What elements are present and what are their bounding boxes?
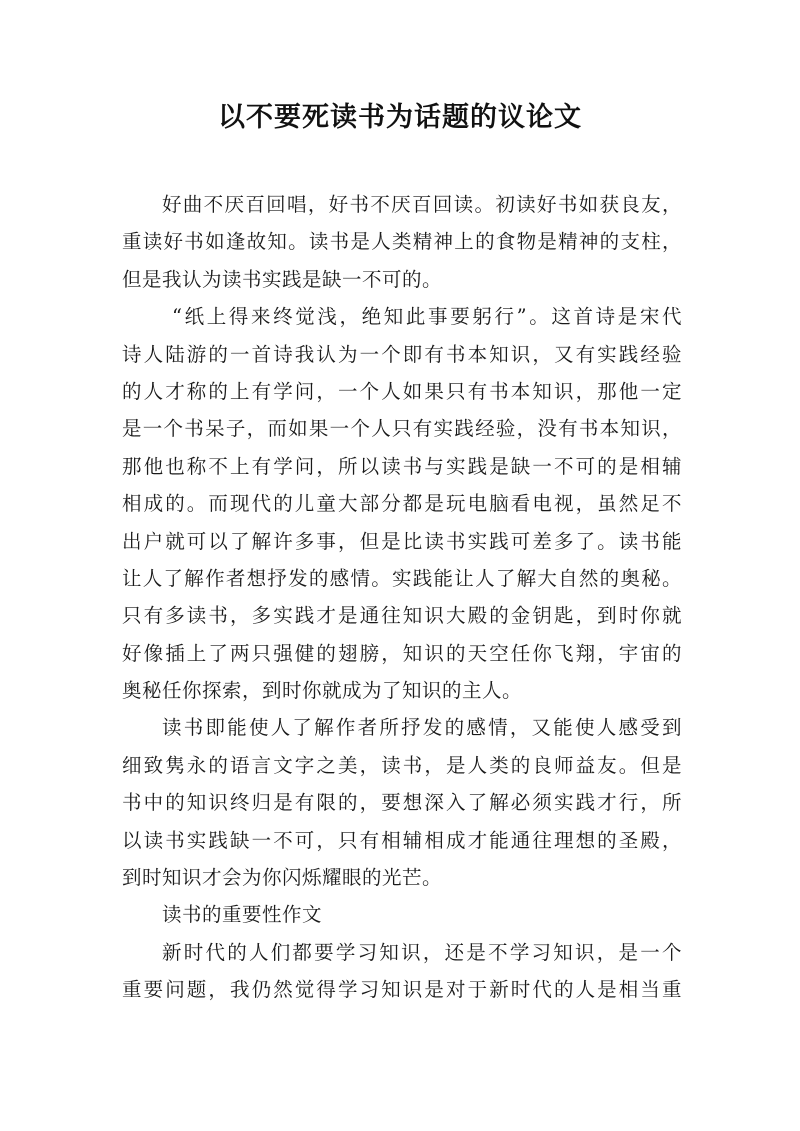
text-line: 让人了解作者想抒发的感情。实践能让人了解大自然的奥秘。 — [122, 566, 682, 590]
text-line: 的人才称的上有学问，一个人如果只有书本知识，那他一定 — [122, 379, 682, 403]
text-line: 奥秘任你探索，到时你就成为了知识的主人。 — [122, 679, 523, 703]
text-line: 好曲不厌百回唱，好书不厌百回读。初读好书如获良友， — [162, 193, 682, 216]
text-line: 那他也称不上有学问，所以读书与实践是缺一不可的是相辅 — [122, 454, 682, 478]
text-line: 读书即能使人了解作者所抒发的感情，又能使人感受到 — [162, 716, 682, 740]
text-line: 到时知识才会为你闪烁耀眼的光芒。 — [122, 866, 443, 890]
text-line: 以读书实践缺一不可，只有相辅相成才能通往理想的圣殿， — [122, 828, 682, 852]
text-line: 细致隽永的语言文字之美，读书，是人类的良师益友。但是 — [122, 753, 682, 777]
text-line: 重读好书如逢故知。读书是人类精神上的食物是精神的支柱， — [122, 230, 682, 254]
text-line: 诗人陆游的一首诗我认为一个即有书本知识，又有实践经验 — [122, 342, 682, 366]
section-heading: 读书的重要性作文 — [162, 903, 323, 927]
text-line: 书中的知识终归是有限的，要想深入了解必须实践才行，所 — [122, 791, 682, 815]
text-line: 只有多读书，多实践才是通往知识大殿的金钥匙，到时你就 — [122, 604, 682, 628]
text-line: 出户就可以了解许多事，但是比读书实践可差多了。读书能 — [122, 529, 682, 553]
text-line: 是一个书呆子，而如果一个人只有实践经验，没有书本知识， — [122, 417, 682, 441]
text-line: 好像插上了两只强健的翅膀，知识的天空任你飞翔，宇宙的 — [122, 641, 682, 665]
text-line: 重要问题，我仍然觉得学习知识是对于新时代的人是相当重 — [122, 978, 682, 1002]
document-body — [122, 186, 682, 1009]
text-line: 但是我认为读书实践是缺一不可的。 — [122, 267, 443, 291]
text-line: 相成的。而现代的儿童大部分都是玩电脑看电视，虽然足不 — [122, 492, 682, 516]
document-title: 以不要死读书为话题的议论文 — [218, 102, 582, 133]
text-line: “纸上得来终觉浅，绝知此事要躬行”。这首诗是宋代 — [172, 305, 682, 329]
text-line: 新时代的人们都要学习知识，还是不学习知识，是一个 — [162, 940, 682, 964]
